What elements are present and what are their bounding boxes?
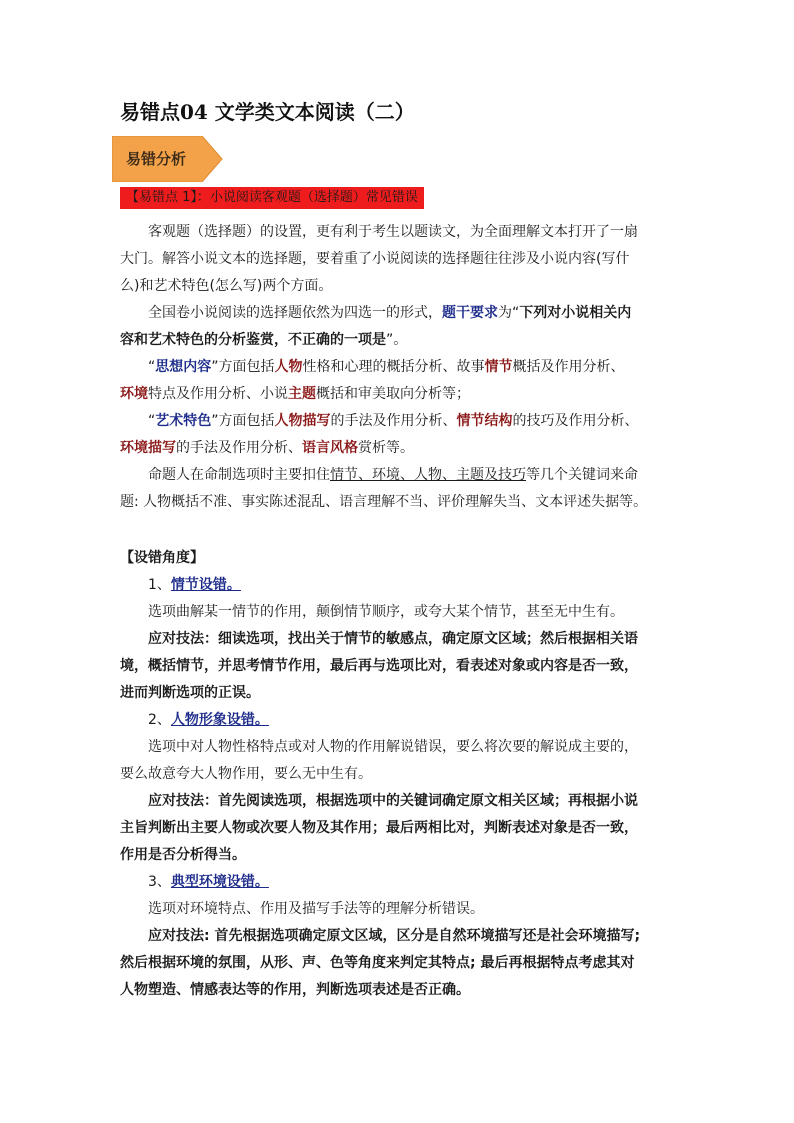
text: 特点及作用分析、小说 [148, 386, 288, 402]
error-point-banner: 【易错点 1】：小说阅读客观题（选择题）常见错误 [120, 187, 424, 209]
text: 等几个关键词来命 [526, 467, 638, 483]
intro-p1-line3: 么)和艺术特色(怎么写)两个方面。 [120, 278, 333, 294]
text: 的手法及作用分析、 [330, 413, 457, 429]
text: 赏析等。 [358, 440, 414, 456]
intro-p4-line2 [120, 435, 680, 462]
item-3-tip-line1: 应对技法: 首先根据选项确定原文区域，区分是自然环境描写还是社会环境描写; [148, 928, 641, 944]
intro-p5-line1 [120, 462, 708, 489]
text: ”方面包括 [211, 359, 275, 375]
intro-p3-line1 [120, 354, 708, 381]
intro-p2-line1 [120, 300, 708, 327]
intro-p4-line1 [120, 408, 708, 435]
item-1-desc: 选项曲解某一情节的作用，颠倒情节顺序，或夸大某个情节，甚至无中生有。 [148, 604, 624, 620]
item-3-tip-line3: 人物塑造、情感表达等的作用，判断选项表述是否正确。 [120, 982, 470, 998]
item-2-heading [120, 707, 708, 734]
keyword: 思想内容 [155, 359, 212, 375]
keyword: 环境 [120, 386, 148, 402]
item-3-tip-line2: 然后根据环境的氛围，从形、声、色等角度来判定其特点; 最后再根据特点考虑其对 [120, 955, 635, 971]
text: “ [148, 359, 156, 375]
text: ”。 [386, 332, 408, 348]
intro-p1-line1 [120, 219, 680, 246]
intro-p3-line2 [120, 381, 680, 408]
keyword-underlined: 情节、环境、人物、主题及技巧 [330, 467, 526, 483]
intro-p5-line2: 题: 人物概括不准、事实陈述混乱、语言理解不当、评价理解失当、文本评述失据等。 [120, 494, 648, 510]
keyword: 人物描写 [274, 413, 331, 429]
item-heading: 情节设错。 [170, 577, 241, 593]
intro-p1-line2: 大门。解答小说文本的选择题，要着重了小说阅读的选择题往往涉及小说内容(写什 [120, 251, 630, 267]
keyword: 情节 [484, 359, 513, 375]
item-2-tip-line3: 作用是否分析得当。 [120, 847, 246, 863]
text: 性格和心理的概括分析、故事 [302, 359, 485, 375]
text: 为“ [498, 305, 520, 321]
item-2-desc-line1: 选项中对人物性格特点或对人物的作用解说错误，要么将次要的解说成主要的， [148, 739, 638, 755]
keyword: 艺术特色 [155, 413, 212, 429]
keyword: 环境描写 [120, 440, 176, 456]
tag-label: 易错分析 [126, 150, 187, 168]
keyword: 情节结构 [456, 413, 513, 429]
item-heading: 典型环境设错。 [170, 874, 269, 890]
item-2-tip-line1: 应对技法：首先阅读选项，根据选项中的关键词确定原文相关区域；再根据小说 [148, 793, 638, 809]
item-2-desc-line2: 要么故意夸大人物作用，要么无中生有。 [120, 766, 372, 782]
keyword: 主题 [288, 386, 316, 402]
item-number: 3、 [148, 874, 171, 890]
text: 的手法及作用分析、 [176, 440, 302, 456]
text: 全国卷小说阅读的选择题依然为四选一的形式， [148, 305, 442, 321]
text: 概括和审美取向分析等； [316, 386, 470, 402]
section-tag [112, 136, 222, 182]
text: 客观题（选择题）的设置，更有利于考生以题读文，为全面理解文本打开了一扇 [148, 224, 638, 240]
item-1-tip-line3: 进而判断选项的正误。 [120, 685, 260, 701]
text: 下列对小说相关内 [519, 305, 632, 321]
item-3-heading [120, 869, 708, 896]
item-heading: 人物形象设错。 [170, 712, 269, 728]
item-1-tip-line1: 应对技法：细读选项，找出关于情节的敏感点，确定原文区域；然后根据相关语 [148, 631, 638, 647]
text: 概括及作用分析、 [512, 359, 625, 375]
item-3-desc: 选项对环境特点、作用及描写手法等的理解分析错误。 [148, 901, 484, 917]
item-number: 2、 [148, 712, 171, 728]
keyword: 语言风格 [302, 440, 358, 456]
section-title: 【设错角度】 [120, 550, 204, 566]
text: ”方面包括 [211, 413, 275, 429]
keyword: 人物 [274, 359, 303, 375]
text: 的技巧及作用分析、 [512, 413, 639, 429]
text: 容和艺术特色的分析鉴赏，不正确的一项是 [120, 332, 386, 348]
item-1-heading [120, 572, 708, 599]
item-1-tip-line2: 境，概括情节，并思考情节作用，最后再与选项比对，看表述对象或内容是否一致， [120, 658, 638, 674]
text: 命题人在命制选项时主要扣住 [148, 467, 330, 483]
intro-p2-line2 [120, 327, 680, 354]
item-number: 1、 [148, 577, 171, 593]
page-title: 易错点04 文学类文本阅读（二） [120, 100, 415, 124]
item-2-tip-line2: 主旨判断出主要人物或次要人物及其作用；最后两相比对，判断表述对象是否一致， [120, 820, 638, 836]
text: “ [148, 413, 156, 429]
keyword: 题干要求 [442, 305, 498, 321]
